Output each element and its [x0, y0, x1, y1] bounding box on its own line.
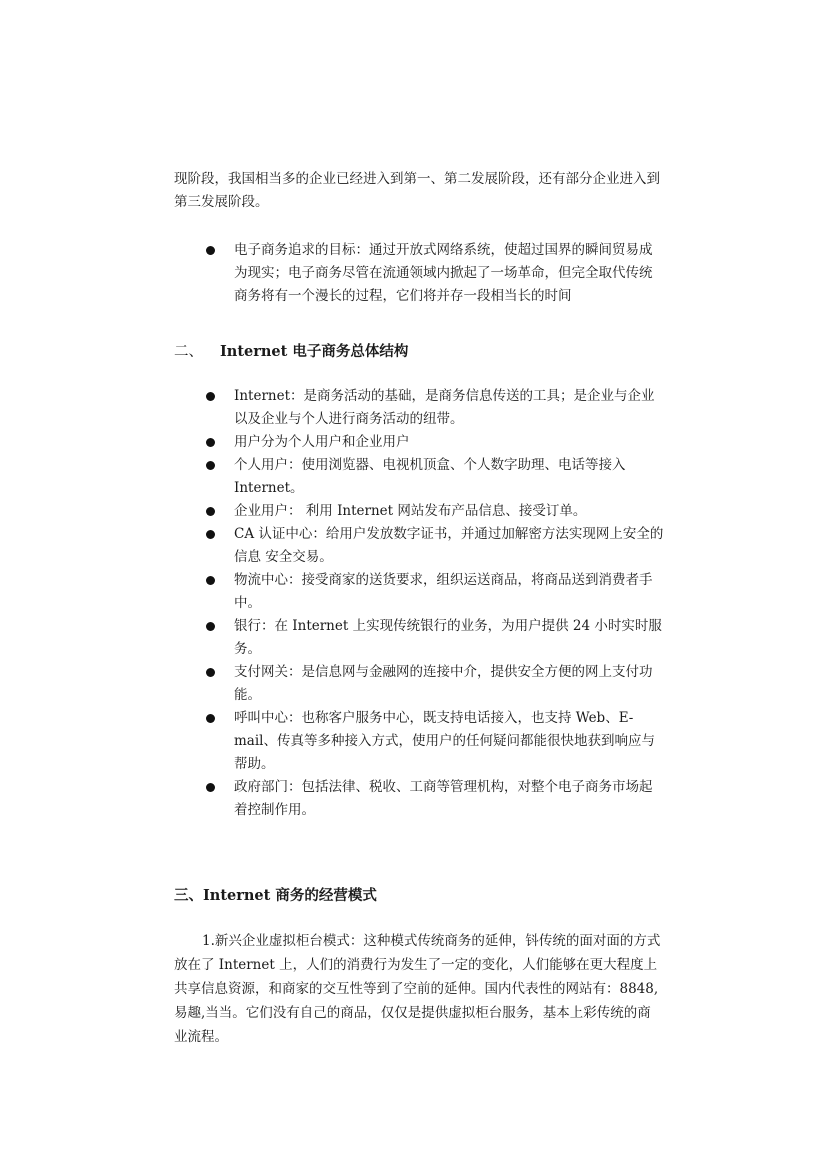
list-item-text: 物流中心：接受商家的送货要求，组织运送商品，将商品送到消费者手中。: [234, 572, 653, 611]
bullet-icon: [206, 622, 215, 631]
list-item: [206, 431, 664, 454]
bullet-icon: [206, 507, 215, 516]
bullet-icon: [206, 461, 215, 470]
bullet-icon: [206, 392, 215, 401]
bullet-icon: [206, 438, 215, 447]
list-item-text: 政府部门：包括法律、税收、工商等管理机构，对整个电子商务市场起着控制作用。: [234, 779, 653, 818]
list-item: [206, 569, 664, 615]
structure-bullet-list: [206, 385, 664, 822]
list-item-text: 支付网关：是信息网与金融网的连接中介，提供安全方便的网上支付功能。: [234, 664, 653, 703]
list-item-text: 用户分为个人用户和企业用户: [234, 434, 410, 450]
list-item: [206, 615, 664, 661]
section3-paragraph: 1.新兴企业虚拟柜台模式：这种模式传统商务的延伸，钭传统的面对面的方式放在了 Internet 上，人们的消费行为发生了一定的变化，人们能够在更大程度上共享信息资源，和商家的交互性等到了空前的延伸。国内代表性的网站有：8848,易趣,当当。它们没有自己的商品，仅仅是提供虚拟柜台服务，基本上彩传统的商业流程。: [174, 933, 661, 1045]
list-item-text: 个人用户：使用浏览器、电视机顶盒、个人数字助理、电话等接入Internet。: [234, 457, 626, 496]
bullet-icon: [206, 530, 215, 539]
section-number: 二、: [174, 344, 203, 360]
bullet-icon: [206, 668, 215, 677]
list-item-text: CA 认证中心：给用户发放数字证书，并通过加解密方法实现网上安全的信息 安全交易。: [234, 526, 664, 565]
list-item: [206, 454, 664, 500]
section-heading-3: 三、Internet 商务的经营模式: [174, 887, 377, 904]
list-item-text: 企业用户： 利用 Internet 网站发布产品信息、接受订单。: [234, 503, 587, 519]
intro-bullet-list: [206, 239, 664, 308]
list-item-text: 电子商务追求的目标：通过开放式网络系统，使超过国界的瞬间贸易成为现实；电子商务尽管在流通领域内掀起了一场革命，但完全取代传统商务将有一个漫长的过程，它们将并存一段相当长的时间: [234, 242, 653, 304]
bullet-icon: [206, 246, 215, 255]
list-item: [206, 385, 664, 431]
list-item-text: 呼叫中心：也称客户服务中心，既支持电话接入，也支持 Web、E-mail、传真等多种接入方式，使用户的任何疑问都能很快地获到响应与帮助。: [234, 710, 655, 772]
bullet-icon: [206, 783, 215, 792]
list-item-text: 银行：在 Internet 上实现传统银行的业务，为用户提供 24 小时实时服务。: [234, 618, 662, 657]
list-item: [206, 661, 664, 707]
list-item: [206, 239, 664, 308]
list-item-text: Internet：是商务活动的基础，是商务信息传送的工具；是企业与企业以及企业与个人进行商务活动的纽带。: [234, 388, 655, 427]
list-item: [206, 500, 664, 523]
section-title: Internet 电子商务总体结构: [220, 343, 409, 360]
bullet-icon: [206, 576, 215, 585]
list-item: [206, 523, 664, 569]
list-item: [206, 776, 664, 822]
list-item: [206, 707, 664, 776]
section-heading-2: [174, 340, 408, 361]
intro-paragraph: 现阶段，我国相当多的企业已经进入到第一、第二发展阶段，还有部分企业进入到第三发展阶段。: [174, 171, 660, 210]
bullet-icon: [206, 714, 215, 723]
